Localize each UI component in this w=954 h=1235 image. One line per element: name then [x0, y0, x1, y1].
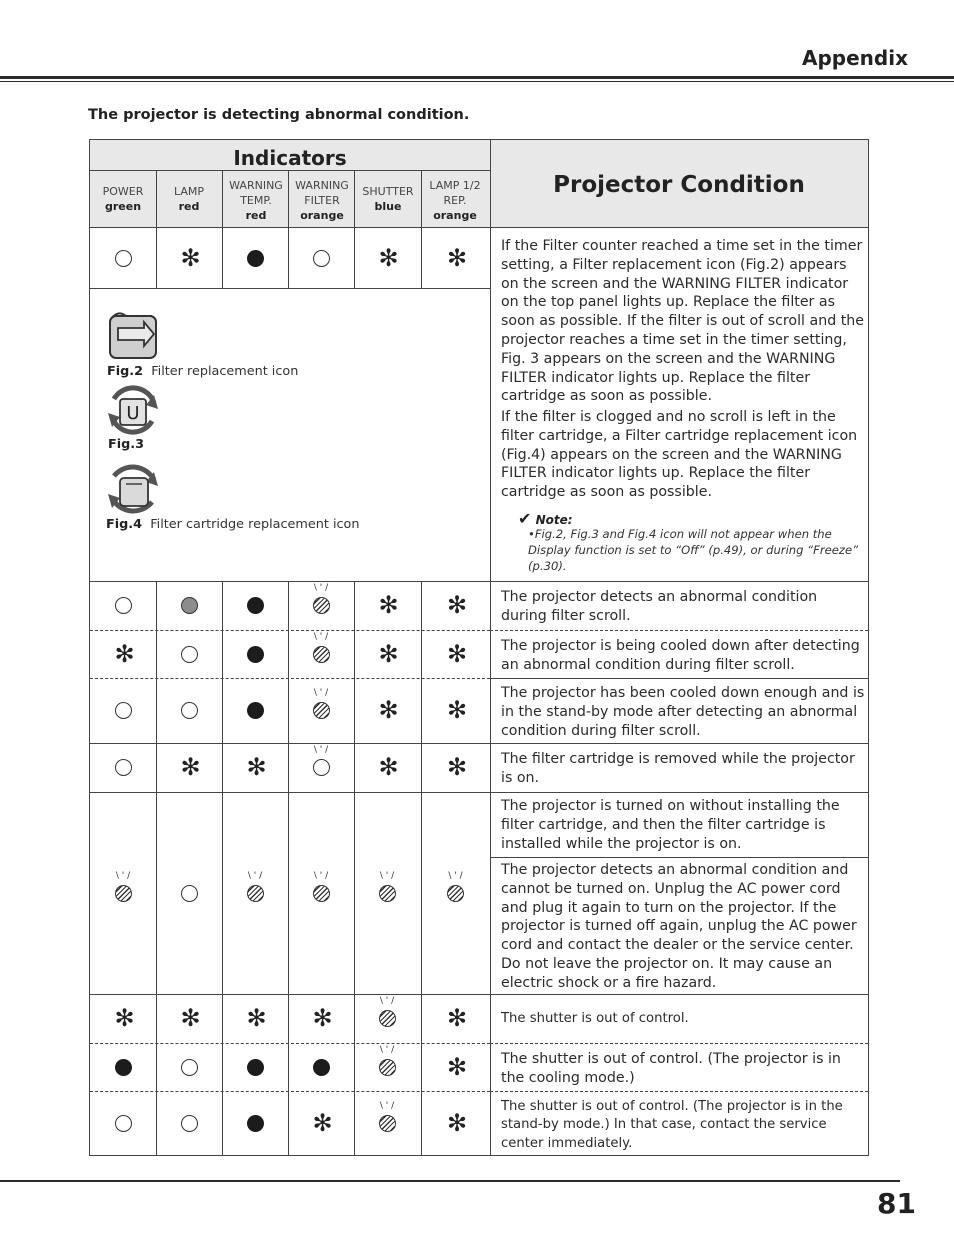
indicator-cell-shutter — [354, 1091, 420, 1156]
desc-dashed-divider — [490, 1043, 868, 1044]
indicator-cell-lamp — [156, 1091, 222, 1156]
desc-divider — [490, 857, 868, 858]
indicator-off-icon — [181, 1059, 198, 1076]
fig2-caption: Fig.2 Filter replacement icon — [107, 364, 299, 379]
indicator-cell-power — [90, 678, 156, 743]
indicator-cell-warning-filter — [288, 1043, 354, 1091]
indicator-cell-shutter — [354, 743, 420, 792]
indicator-off-icon — [181, 702, 198, 719]
indicator-blink-icon — [115, 885, 132, 902]
indicator-cell-power — [90, 743, 156, 792]
indicator-cell-shutter — [354, 678, 420, 743]
indicator-off-icon — [115, 759, 132, 776]
indicator-star-icon: ✻ — [378, 696, 399, 724]
desc-row-6b: The projector detects an abnormal condition and cannot be turned on. Unplug the AC power cord and plug it again to turn on the projector. If the projector is turned off again, unplug the AC power cord and contact the dealer or the service center. Do not leave the projector on. It may cause an electric shock or a fire hazard. — [501, 862, 857, 991]
header-rule — [0, 76, 954, 79]
indicator-star-icon: ✻ — [378, 639, 399, 668]
indicator-cell-warning-temp — [222, 630, 288, 678]
indicator-star-icon: ✻ — [447, 753, 468, 781]
indicator-cell-lamp — [156, 792, 222, 994]
filter-cartridge-replacement-icon — [104, 462, 162, 518]
indicator-on-icon — [115, 1059, 132, 1076]
column-header-warning-filter: WARNING FILTER orange — [295, 179, 349, 222]
indicator-star-icon: ✻ — [447, 243, 468, 272]
indicator-blinkoff-icon — [313, 759, 330, 776]
header-col-line — [354, 170, 355, 228]
page-number: 81 — [877, 1187, 916, 1220]
indicator-cell-warning-filter — [288, 743, 354, 792]
footer-rule — [0, 1180, 900, 1182]
indicator-star-icon: ✻ — [246, 753, 267, 781]
indicator-star-icon: ✻ — [447, 696, 468, 724]
indicator-on-icon — [247, 646, 264, 663]
indicator-off-icon — [115, 702, 132, 719]
indicator-star-icon: ✻ — [447, 1052, 468, 1081]
indicator-cell-lamp — [156, 228, 222, 288]
indicator-cell-warning-temp — [222, 228, 288, 288]
indicator-cell-warning-temp — [222, 678, 288, 743]
indicator-star-icon: ✻ — [447, 1109, 468, 1137]
note-text: •Fig.2, Fig.3 and Fig.4 icon will not appear when the Display function is set to “Off” (p.49), or during “Freeze” (p.30). — [528, 527, 859, 573]
indicator-blink-icon — [379, 885, 396, 902]
indicator-star-icon: ✻ — [246, 1004, 267, 1032]
projector-condition-heading: Projector Condition — [553, 172, 805, 198]
header-rule-thin — [0, 81, 954, 82]
indicator-blink-icon — [379, 1115, 396, 1132]
desc-row-8: The shutter is out of control. (The projector is in the cooling mode.) — [501, 1051, 841, 1086]
indicator-cell-warning-temp — [222, 743, 288, 792]
indicator-cell-shutter — [354, 581, 420, 630]
indicator-cell-lamp-rep — [421, 1091, 490, 1156]
indicator-off-icon — [181, 646, 198, 663]
fig4-caption: Fig.4 Filter cartridge replacement icon — [106, 517, 360, 532]
indicator-blink-icon — [447, 885, 464, 902]
desc-row-6a: The projector is turned on without installing the filter cartridge, and then the filter cartridge is installed while the projector is on. — [501, 798, 840, 852]
row-divider — [90, 288, 490, 289]
indicator-cell-power — [90, 1043, 156, 1091]
column-header-power: POWER green — [102, 185, 144, 213]
indicator-star-icon: ✻ — [447, 1004, 468, 1032]
page-subtitle: The projector is detecting abnormal condition. — [88, 107, 470, 123]
condition-divider — [490, 140, 491, 1156]
desc-filter-clogged: If the filter is clogged and no scroll is left in the filter cartridge, a Filter cartridge replacement icon (Fig.4) appears on the screen and the WARNING FILTER indicator lights up. Replace the filter cartridge as soon as possible. — [501, 409, 858, 501]
desc-dashed-divider — [490, 630, 868, 631]
indicator-blink-icon — [247, 885, 264, 902]
indicator-star-icon: ✻ — [312, 1109, 333, 1137]
indicator-star-icon: ✻ — [447, 639, 468, 668]
section-title: Appendix — [802, 46, 908, 70]
header-divider — [90, 170, 490, 171]
column-header-shutter: SHUTTER blue — [362, 185, 414, 213]
indicator-cell-lamp — [156, 1043, 222, 1091]
column-header-lamp: LAMP red — [173, 185, 205, 213]
desc-row-4: The projector has been cooled down enough and is in the stand-by mode after detecting an abnormal condition during filter scroll. — [501, 685, 865, 739]
desc-row-2: The projector detects an abnormal condition during filter scroll. — [501, 589, 818, 624]
indicator-cell-warning-temp — [222, 1091, 288, 1156]
indicator-cell-lamp-rep — [421, 678, 490, 743]
indicator-cell-warning-temp — [222, 1043, 288, 1091]
header-col-line — [156, 170, 157, 228]
indicator-cell-lamp — [156, 994, 222, 1043]
indicator-off-icon — [115, 250, 132, 267]
indicator-star-icon: ✻ — [378, 591, 399, 619]
indicator-cell-shutter — [354, 994, 420, 1043]
column-header-lamp-rep: LAMP 1/2 REP. orange — [429, 179, 481, 222]
desc-row-5: The filter cartridge is removed while the projector is on. — [501, 751, 855, 786]
indicator-table — [89, 139, 869, 1156]
desc-row-7: The shutter is out of control. — [501, 1011, 689, 1026]
indicator-cell-power — [90, 581, 156, 630]
filter-out-of-scroll-icon — [104, 385, 162, 437]
filter-replacement-icon — [104, 306, 162, 364]
indicator-cell-lamp-rep — [421, 228, 490, 288]
indicator-star-icon: ✻ — [114, 639, 135, 668]
indicator-on-icon — [247, 702, 264, 719]
indicator-blink-icon — [313, 702, 330, 719]
indicator-cell-warning-filter — [288, 630, 354, 678]
desc-row-3: The projector is being cooled down after detecting an abnormal condition during filter scroll. — [501, 638, 860, 673]
indicator-cell-power — [90, 228, 156, 288]
indicator-cell-warning-filter — [288, 581, 354, 630]
indicator-cell-shutter — [354, 1043, 420, 1091]
indicator-on-icon — [247, 1115, 264, 1132]
desc-divider — [490, 678, 868, 679]
indicator-blink-icon — [379, 1010, 396, 1027]
indicator-cell-lamp-rep — [421, 743, 490, 792]
indicator-star-icon: ✻ — [378, 243, 399, 272]
indicators-heading: Indicators — [233, 146, 347, 170]
svg-text:U: U — [126, 403, 140, 424]
column-header-warning-temp: WARNING TEMP. red — [229, 179, 283, 222]
indicator-blink-icon — [313, 885, 330, 902]
indicator-cell-power — [90, 1091, 156, 1156]
indicator-cell-warning-temp — [222, 994, 288, 1043]
indicator-cell-warning-filter — [288, 994, 354, 1043]
desc-row-9: The shutter is out of control. (The projector is in the stand-by mode.) In that case, contact the service center immediately. — [501, 1099, 843, 1151]
fig3-caption: Fig.3 — [108, 437, 145, 452]
indicator-cell-power — [90, 792, 156, 994]
indicator-cell-shutter — [354, 630, 420, 678]
header-col-line — [288, 170, 289, 228]
indicator-on-icon — [313, 1059, 330, 1076]
indicator-on-icon — [247, 597, 264, 614]
indicator-star-icon: ✻ — [312, 1004, 333, 1032]
indicator-star-icon: ✻ — [180, 243, 201, 272]
indicator-star-icon: ✻ — [180, 753, 201, 781]
indicator-gray-icon — [181, 597, 198, 614]
indicator-cell-warning-filter — [288, 792, 354, 994]
indicator-cell-lamp-rep — [421, 581, 490, 630]
indicator-off-icon — [181, 885, 198, 902]
indicator-cell-lamp — [156, 678, 222, 743]
indicator-cell-lamp-rep — [421, 792, 490, 994]
indicator-star-icon: ✻ — [378, 753, 399, 781]
desc-dashed-divider — [490, 1091, 868, 1092]
indicator-cell-lamp-rep — [421, 630, 490, 678]
indicator-on-icon — [247, 1059, 264, 1076]
indicator-off-icon — [115, 597, 132, 614]
indicator-cell-power — [90, 994, 156, 1043]
indicator-off-icon — [313, 250, 330, 267]
indicator-cell-lamp — [156, 630, 222, 678]
indicator-blink-icon — [313, 597, 330, 614]
indicator-star-icon: ✻ — [180, 1004, 201, 1032]
indicator-star-icon: ✻ — [114, 1004, 135, 1032]
indicator-cell-lamp-rep — [421, 994, 490, 1043]
indicator-cell-power — [90, 630, 156, 678]
indicator-cell-warning-filter — [288, 228, 354, 288]
indicator-cell-lamp-rep — [421, 1043, 490, 1091]
indicator-cell-shutter — [354, 228, 420, 288]
indicator-cell-lamp — [156, 581, 222, 630]
desc-filter-counter: If the Filter counter reached a time set in the timer setting, a Filter replacement icon (Fig.2) appears on the screen and the WARNING FILTER indicator on the top panel lights up. Replace the filter as soon as possible. If the filter is out of scroll and the projector reaches a time set in the timer setting, Fig. 3 appears on the screen and the WARNING FILTER indicator lights up. Replace the filter cartridge as soon as possible. — [501, 238, 864, 405]
indicator-cell-shutter — [354, 792, 420, 994]
header-col-line — [222, 170, 223, 228]
indicator-cell-warning-filter — [288, 1091, 354, 1156]
indicator-blink-icon — [313, 646, 330, 663]
indicator-cell-warning-filter — [288, 678, 354, 743]
indicator-blink-icon — [379, 1059, 396, 1076]
indicator-cell-lamp — [156, 743, 222, 792]
indicator-star-icon: ✻ — [447, 591, 468, 619]
note-title: ✔ Note: — [518, 509, 573, 528]
indicator-cell-warning-temp — [222, 792, 288, 994]
check-icon: ✔ — [518, 509, 532, 528]
indicator-off-icon — [181, 1115, 198, 1132]
indicator-off-icon — [115, 1115, 132, 1132]
indicator-cell-warning-temp — [222, 581, 288, 630]
indicator-on-icon — [247, 250, 264, 267]
header-col-line — [421, 170, 422, 228]
